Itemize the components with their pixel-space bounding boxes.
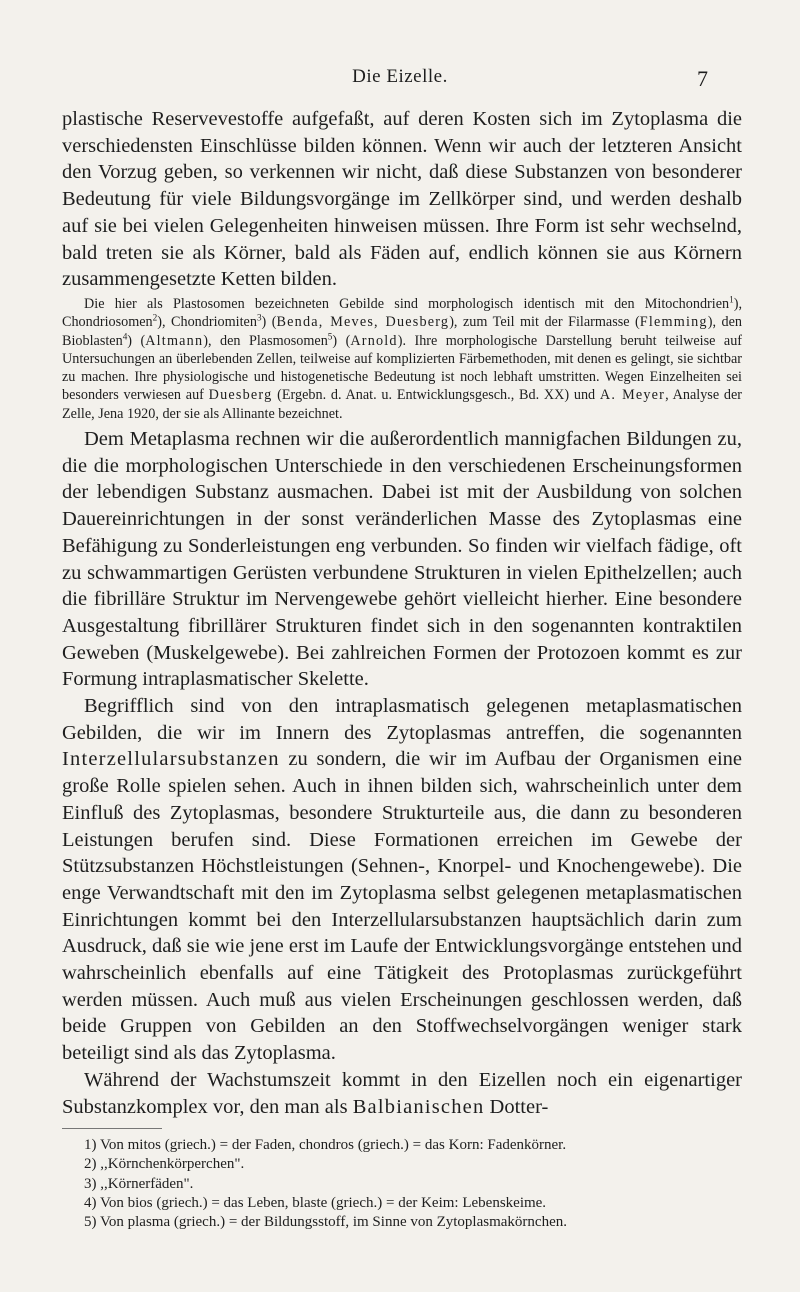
paragraph-1: plastische Reservevestoffe aufgefaßt, auf deren Kosten sich im Zytoplasma die verschiedensten Einschlüsse bilden können. Wenn wir auch der letzteren Ansicht den Vorzug geben, so verkennen wir nicht, daß diese Substanzen von besonderer Bedeutung für viele Bildungsvorgänge im Zellkörper sind, und werden deshalb auf sie bei vielen Gelegenheiten hinweisen müssen. Ihre Form ist sehr wechselnd, bald treten sie als Körner, bald als Fäden auf, endlich können sie aus Körnern zusammengesetzte Ketten bilden. (62, 108, 742, 291)
author-name: Altmann (145, 332, 204, 349)
small-print-note (62, 295, 742, 423)
note-text: ) ( (127, 332, 146, 349)
paragraph-3 (62, 693, 742, 1067)
footnote-2: 2) ,,Körnchenkörperchen". (84, 1156, 245, 1173)
ref-1: 1 (729, 294, 734, 305)
page-body (62, 106, 742, 1232)
footnote-5: 5) Von plasma (griech.) = der Bildungsstoff, im Sinne von Zytoplasmakörnchen. (84, 1214, 567, 1231)
note-text: ), Chondriomiten (157, 314, 257, 331)
author-name: Duesberg (208, 387, 273, 404)
ref-3: 3 (256, 312, 262, 323)
footnote-3: 3) ,,Körnerfäden". (84, 1175, 194, 1192)
footnote-4: 4) Von bios (griech.) = das Leben, blaste (griech.) = der Keim: Lebenskeime. (84, 1194, 547, 1211)
running-head: Die Eizelle. (352, 66, 448, 87)
text-run: Während der Wachstumszeit kommt in den Eizellen noch ein eigenartiger Substanzkomplex vor, den man als (62, 1068, 742, 1118)
note-text: ) ( (261, 314, 277, 331)
ref-2: 2 (152, 312, 158, 323)
note-text: ), zum Teil mit der Filarmasse ( (449, 314, 640, 331)
text-run: Begrifflich sind von den intraplasmatisch gelegenen metaplasmatischen Gebilden, die wir im Innern des Zytoplasmas antreffen, die sogenannten (62, 695, 742, 744)
text-run: zu sondern, die wir im Aufbau der Organismen eine große Rolle spielen sehen. Auch in ihnen bilden sich, wahrscheinlich unter dem Einfluß des Zytoplasmas, besondere Strukturteile aus, die dann zu besonderen Leistungen berufen sind. Diese Formationen erreichen im Gewebe der Stützsubstanzen Höchstleistungen (Sehnen-, Knorpel- und Knochengewebe). Die enge Verwandtschaft mit den im Zytoplasma selbst gelegenen metaplasmatischen Einrichtungen kommt bei den Interzellularsubstanzen hauptsächlich darin zum Ausdruck, daß sie wie jene erst im Laufe der Entwicklungsvorgänge entstehen und wahrscheinlich ebenfalls auf eine Tätigkeit des Protoplasmas zurückgeführt werden müssen. Auch muß aus vielen Erscheinungen geschlossen werden, daß beide Gruppen von Gebilden an den Stoffwechselvorgängen weniger stark beteiligt sind als das Zytoplasma. (62, 748, 742, 1065)
footnote-divider (62, 1128, 162, 1129)
author-name: A. Meyer (599, 387, 666, 404)
emphasized-term: Interzellularsubstanzen (62, 748, 280, 771)
note-text: (Ergebn. d. Anat. u. Entwicklungsgesch., Bd. XX) und (272, 387, 600, 404)
note-text: Die hier als Plastosomen bezeichneten Gebilde sind morphologisch identisch mit den Mitochondrien (84, 295, 730, 312)
text-run: Dotter- (484, 1095, 549, 1118)
author-name: Arnold (350, 332, 398, 349)
note-text: ), den Bioblasten (62, 314, 742, 349)
note-text: ), den Plasmosomen (203, 332, 328, 349)
note-text: ) ( (332, 332, 351, 349)
note-text: , Analyse der Zelle, Jena 1920, der sie als Allinante bezeichnet. (62, 387, 742, 422)
note-text: ). Ihre morphologische Darstellung beruht teilweise auf Untersuchungen an überlebenden Zellen, teilweise auf komplizierten Färbemethoden, mit denen es gelingt, sie sichtbar zu machen. Ihre physiologische und histogenetische Bedeutung ist noch lebhaft umstritten. Wegen Einzelheiten sei besonders verwiesen auf (62, 332, 743, 404)
note-text: ), Chondriosomen (62, 295, 742, 331)
paragraph-4 (62, 1067, 742, 1120)
emphasized-name: Balbianischen (352, 1095, 485, 1118)
author-names: Benda, Meves, Duesberg (276, 314, 450, 331)
author-name: Flemming (639, 314, 708, 331)
page-header (0, 66, 800, 96)
ref-5: 5 (327, 330, 333, 341)
footnote-1: 1) Von mitos (griech.) = der Faden, chondros (griech.) = das Korn: Fadenkörner. (84, 1137, 567, 1154)
ref-4: 4 (122, 330, 128, 341)
paragraph-2: Dem Metaplasma rechnen wir die außerordentlich mannigfachen Bildungen zu, die die morphologischen Unterschiede in den verschiedenen Erscheinungsformen der lebendigen Substanz ausmachen. Dabei ist mit der Ausbildung von solchen Dauereinrichtungen in der sonst veränderlichen Masse des Zytoplasmas eine Befähigung zu Sonderleistungen eng verbunden. So finden wir vielfach fädige, oft zu schwammartigen Gerüsten verbundene Strukturen in vielen Epithelzellen; auch die fibrilläre Struktur im Nervengewebe gehört vielleicht hierher. Eine besondere Ausgestaltung fibrillärer Strukturen findet sich in den sogenannten kontraktilen Geweben (Muskelgewebe). Bei zahlreichen Formen der Protozoen kommt es zur Formung intraplasmatischer Skelette. (62, 428, 742, 691)
page-number: 7 (697, 66, 708, 91)
